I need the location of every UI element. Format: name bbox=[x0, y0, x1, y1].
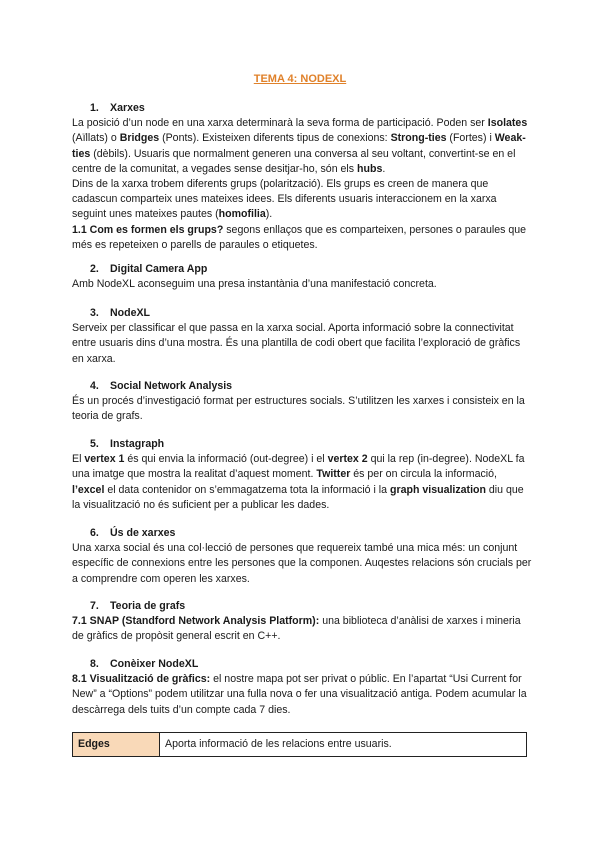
section-heading: 2. Digital Camera App bbox=[90, 263, 208, 275]
section-teoria-de-grafs bbox=[72, 599, 532, 645]
section-xarxes bbox=[72, 101, 532, 253]
subsection: 7.1 SNAP (Standford Network Analysis Platform): una biblioteca d’anàlisi de xarxes i mineria de gràfics de propòsit general escrit en C++. bbox=[72, 615, 521, 643]
table-cell-term: Edges bbox=[73, 733, 160, 757]
section-heading: 6. Ús de xarxes bbox=[90, 527, 176, 539]
paragraph: Amb NodeXL aconseguim una presa instantània d’una manifestació concreta. bbox=[72, 278, 437, 291]
paragraph: La posició d’un node en una xarxa determinarà la seva forma de participació. Poden ser Isolates (Aïllats) o Bridges (Ponts). Existeixen diferents tipus de conexions: Strong-ties (Fortes) i Weak-ties (dèbils). Usuaris que normalment generen una conversa al seu voltant, convertint-se en el centre de la comunitat, a vegades sense desitjar-ho, són els hubs. bbox=[72, 117, 528, 175]
paragraph: Una xarxa social és una col·lecció de persones que requereix també una mica més: un conjunt específic de connexions entre les persones que la componen. Auqestes relacions són crucials per a comprendre com operen les xarxes. bbox=[72, 542, 532, 585]
section-social-network-analysis bbox=[72, 379, 532, 425]
subsection: 1.1 Com es formen els grups? segons enllaços que es comparteixen, persones o paraules que més es repeteixen o parells de paraules o etiquetes. bbox=[72, 223, 527, 251]
section-nodexl bbox=[72, 306, 532, 367]
section-heading: 1. Xarxes bbox=[90, 102, 145, 114]
section-us-de-xarxes bbox=[72, 526, 532, 587]
paragraph: Dins de la xarxa trobem diferents grups (polarització). Els grups es creen de manera que cadascun comparteix unes mateixes idees. Els diferents usuaris interaccionem en la xarxa seguint unes mateixes pautes (homofilia). bbox=[72, 178, 497, 221]
section-instagraph bbox=[72, 437, 532, 513]
table-cell-definition: Aporta informació de les relacions entre usuaris. bbox=[160, 733, 527, 757]
paragraph: Serveix per classificar el que passa en la xarxa social. Aporta informació sobre la connectivitat entre usuaris dins d’una mostra. És una plantilla de codi obert que facilita l’exploració de gràfics en xarxa. bbox=[72, 322, 521, 365]
subsection: 8.1 Visualització de gràfics: el nostre mapa pot ser privat o públic. En l’apartat “Usi Current for New” a “Options” podem utilitzar una fulla nova o fer una visualització antiga. Podem acumular la descàrrega dels tuits d’un compte cada 7 dies. bbox=[72, 673, 527, 716]
paragraph: El vertex 1 és qui envia la informació (out-degree) i el vertex 2 qui la rep (in-degree). NodeXL fa una imatge que mostra la realitat d’aquest moment. Twitter és per on circula la informació, l’excel el data contenidor on s’emmagatzema tota la informació i la graph visualization diu que la visualització no és suficient per a publicar les dades. bbox=[72, 453, 525, 511]
section-heading: 5. Instagraph bbox=[90, 438, 165, 450]
section-heading: 7. Teoria de grafs bbox=[90, 600, 186, 612]
page-title: TEMA 4: NODEXL bbox=[253, 73, 347, 85]
section-digital-camera-app bbox=[72, 262, 532, 292]
section-coneixer-nodexl bbox=[72, 657, 532, 718]
paragraph: És un procés d’investigació format per estructures socials. S’utilitzen les xarxes i consisteix en la teoria de grafs. bbox=[72, 395, 525, 423]
section-heading: 8. Conèixer NodeXL bbox=[90, 658, 199, 670]
definition-table bbox=[72, 732, 527, 757]
section-heading: 4. Social Network Analysis bbox=[90, 380, 233, 392]
section-heading: 3. NodeXL bbox=[90, 307, 151, 319]
table-row bbox=[73, 733, 527, 757]
